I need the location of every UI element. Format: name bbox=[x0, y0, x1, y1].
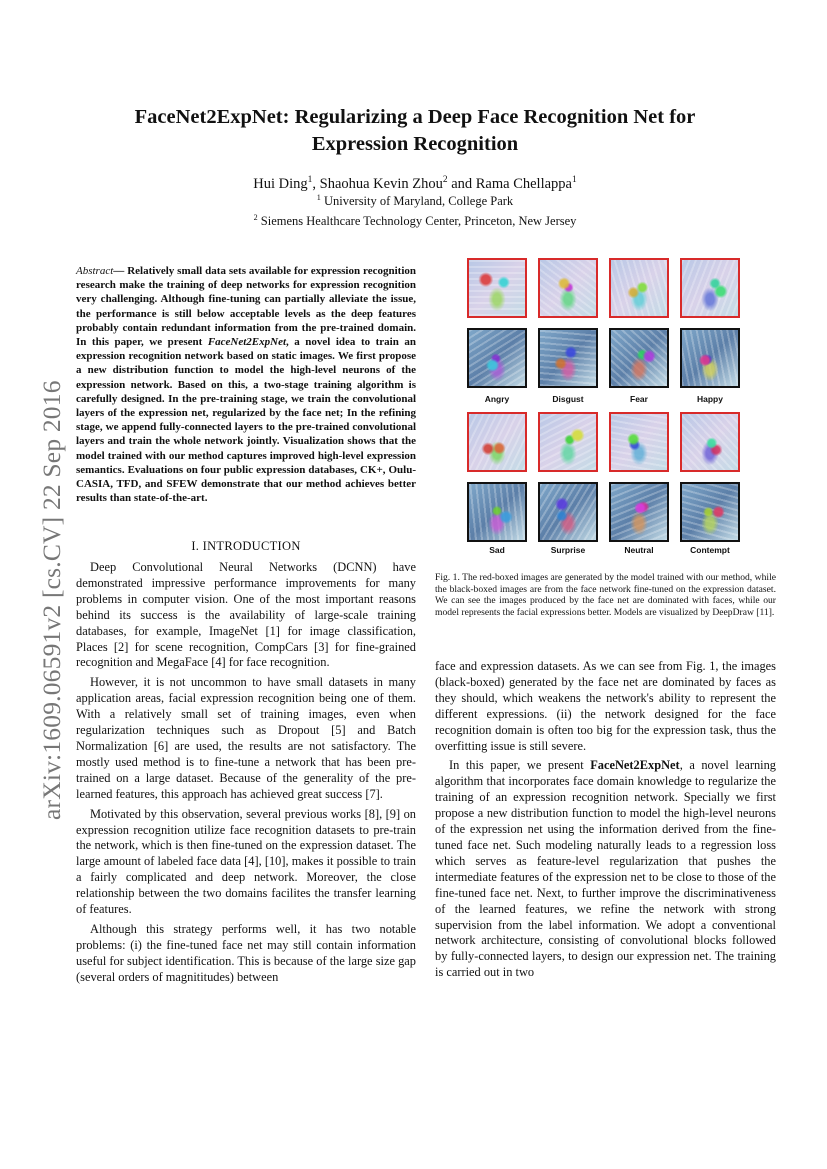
black-boxed-visualization bbox=[538, 482, 598, 542]
abstract-lead: Abstract bbox=[76, 265, 114, 277]
method-name: FaceNet2ExpNet bbox=[207, 336, 287, 349]
figure-caption: Fig. 1. The red-boxed images are generated by the model trained with our method, while the black-boxed images are from the face network fine-tuned on the expression dataset. We can see the images produced by the face net are dominated with faces, while our model represents the facial expressions better. Models are visualized by DeepDraw [11]. bbox=[435, 572, 776, 618]
expression-label: Sad bbox=[489, 545, 505, 555]
paragraph bbox=[435, 758, 776, 981]
affiliation-sup: 1 bbox=[316, 192, 321, 202]
paragraph: Motivated by this observation, several previous works [8], [9] on expression recognition utilize face recognition datasets to pre-train the network, which is then fine-tuned on the expression dataset. The large amount of labeled face data [4], [10], makes it possible to train a fairly complicated and deep network. Moreover, the close relationship between the two domains facilites the transfer learning of features. bbox=[76, 806, 416, 917]
author-name: Shaohua Kevin Zhou bbox=[319, 176, 443, 192]
method-name: FaceNet2ExpNet bbox=[590, 758, 680, 773]
red-boxed-visualization bbox=[538, 412, 598, 472]
affiliation bbox=[140, 194, 690, 209]
black-boxed-visualization bbox=[467, 482, 527, 542]
affiliation bbox=[140, 214, 690, 229]
author-name: Rama Chellappa bbox=[475, 176, 572, 192]
red-boxed-visualization bbox=[538, 258, 598, 318]
paragraph-text: , a novel learning algorithm that incorporates face domain knowledge to regularize the training of an expression recognition network. Specially we first propose a new distribution function to model the high-level neurons of the expression net using the information derived from the fine-tuned face net. Such modeling naturally leads to a regression loss which serves as feature-level regularization that pushes the intermediate features of the expression net to be close to those of the fine-tuned face net. Next, to further improve the discriminativeness of the learned features, we refine the network with strong supervision from the label information. We adopt a conventional network architecture, consisting of convolutional blocks followed by fully-connected layers, to design our expression net. The training is carried out in two bbox=[435, 758, 776, 980]
right-column bbox=[435, 659, 776, 985]
author-sup: 1 bbox=[307, 175, 313, 186]
author-sup: 2 bbox=[442, 175, 448, 186]
abstract-text: — Relatively small data sets available for expression recognition research make the training of deep networks for expression recognition very challenging. Although fine-tuning can partially alleviate the issue, the performance is still below acceptable levels as the deep features probably contain redundant information from the pre-trained domain. In this paper, we present bbox=[76, 265, 416, 349]
affiliation-sup: 2 bbox=[253, 212, 258, 222]
expression-label: Angry bbox=[484, 394, 510, 404]
black-boxed-visualization bbox=[680, 328, 740, 388]
red-boxed-visualization bbox=[467, 412, 527, 472]
paragraph: However, it is not uncommon to have small datasets in many application areas, facial expression recognition being one of them. With a relatively small set of training images, even when regularization techniques such as Dropout [5] and Batch Normalization [6] are used, the results are not satisfactory. The mostly used method is to fine-tune a network that has been pre-trained on a large dataset. Because of the generality of the pre-learned features, this approach has achieved great success [7]. bbox=[76, 675, 416, 801]
red-boxed-visualization bbox=[680, 258, 740, 318]
black-boxed-visualization bbox=[609, 482, 669, 542]
author-and: and bbox=[451, 176, 473, 192]
figure-1 bbox=[462, 258, 754, 558]
left-column bbox=[76, 560, 416, 990]
expression-label: Happy bbox=[697, 394, 723, 404]
affiliation-text: Siemens Healthcare Technology Center, Princeton, New Jersey bbox=[260, 214, 577, 228]
affiliation-text: University of Maryland, College Park bbox=[323, 194, 514, 208]
expression-label: Disgust bbox=[552, 394, 584, 404]
author-name: Hui Ding bbox=[253, 176, 308, 192]
red-boxed-visualization bbox=[467, 258, 527, 318]
arxiv-stamp-text: arXiv:1609.06591v2 [cs.CV] 22 Sep 2016 bbox=[37, 380, 66, 820]
red-boxed-visualization bbox=[680, 412, 740, 472]
paragraph-text: In this paper, we present bbox=[449, 758, 591, 773]
paragraph: Deep Convolutional Neural Networks (DCNN) have demonstrated impressive performance improvements for many problems in computer vision. One of the most important reasons behind its success is the availability of large-scale training databases, for example, ImageNet [1] for image classification, Places [2] for scene recognition, CompCars [3] for fine-grained recognition and MegaFace [4] for face recognition. bbox=[76, 560, 416, 670]
title-line-1: FaceNet2ExpNet: Regularizing a Deep Face Recognition Net for bbox=[134, 106, 696, 128]
red-boxed-visualization bbox=[609, 258, 669, 318]
author-sup: 1 bbox=[571, 175, 577, 186]
section-heading: I. INTRODUCTION bbox=[191, 539, 301, 553]
expression-label: Fear bbox=[630, 394, 648, 404]
abstract bbox=[76, 264, 416, 505]
red-boxed-visualization bbox=[609, 412, 669, 472]
expression-label: Surprise bbox=[550, 545, 586, 555]
expression-label: Neutral bbox=[624, 545, 654, 555]
title-line-2: Expression Recognition bbox=[311, 133, 519, 155]
paragraph: Although this strategy performs well, it has two notable problems: (i) the fine-tuned face net may still contain information useful for subject identification. This is because of the large size gap (several orders of magnititudes) between bbox=[76, 921, 416, 984]
authors: Hui Ding$^1$, Shaohua Kevin Zhou$^2$ and Rama Chellappa$^1$ bbox=[253, 175, 577, 192]
black-boxed-visualization bbox=[538, 328, 598, 388]
black-boxed-visualization bbox=[467, 328, 527, 388]
paragraph: face and expression datasets. As we can see from Fig. 1, the images (black-boxed) generated by the face net are dominated by faces as they should, which weakens the network's ability to represent the different expressions. (ii) the network designed for the face recognition domain is often too big for the expression task, thus the overfitting issue is still severe. bbox=[435, 659, 776, 753]
expression-label: Contempt bbox=[690, 545, 730, 555]
paper-title bbox=[90, 104, 740, 158]
black-boxed-visualization bbox=[680, 482, 740, 542]
abstract-text: , a novel idea to train an expression recognition network based on static images. We first propose a new distribution function to model the high-level neurons of the expression network. Based on this, a two-stage training algorithm is carefully designed. In the pre-training stage, we train the convolutional layers of the expression net, regularized by the face net; In the refining stage, we append fully-connected layers to the pre-trained convolutional layers and train the whole network jointly. Visualization shows that the model trained with our method captures improved high-level expression semantics. Evaluations on four public expression databases, CK+, Oulu-CASIA, TFD, and SFEW demonstrate that our method achieves better results than state-of-the-art. bbox=[76, 336, 416, 505]
black-boxed-visualization bbox=[609, 328, 669, 388]
